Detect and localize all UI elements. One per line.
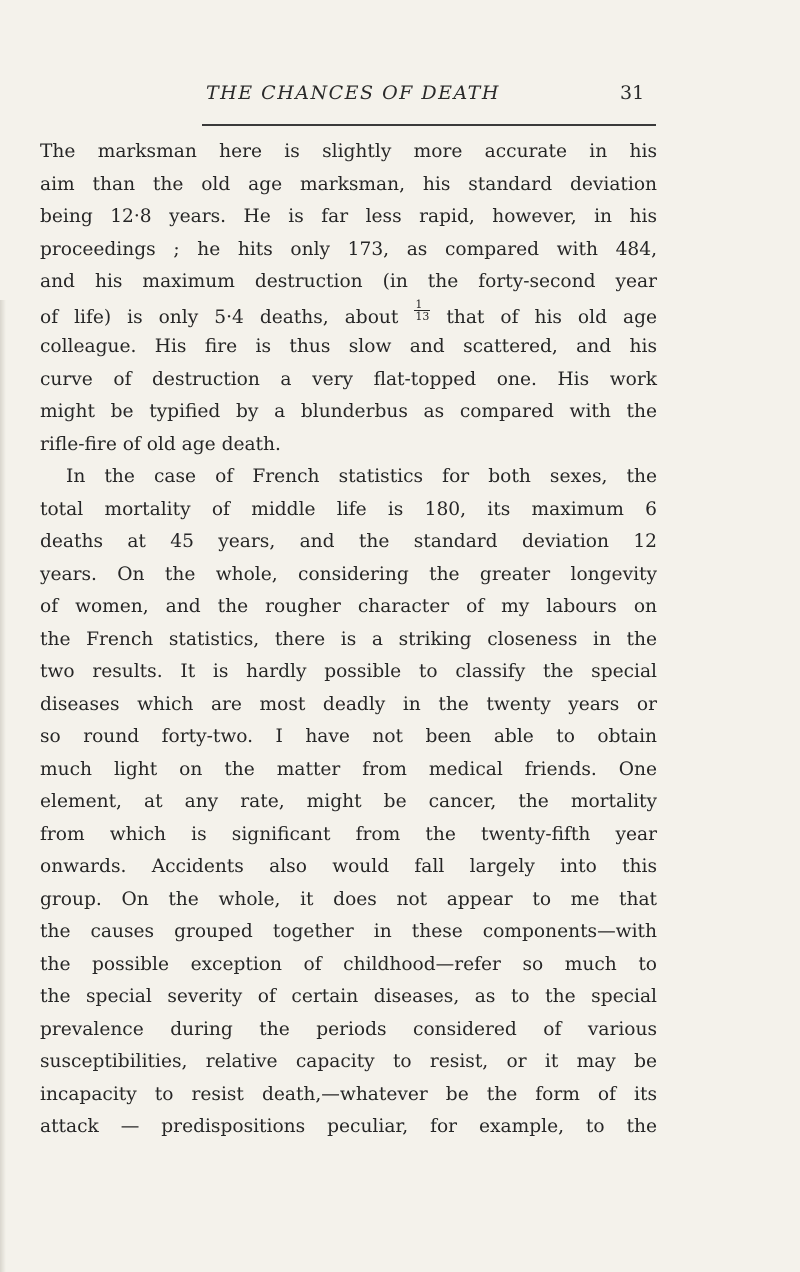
body-text [40,136,657,1144]
text-line: deaths at 45 years, and the standard deviation 12 [40,531,657,552]
text-line: two results. It is hardly possible to classify the special [40,661,657,682]
text-line: proceedings ; he hits only 173, as compared with 484, [40,238,657,260]
page-number: 31 [620,82,645,104]
text-line: attack — predispositions peculiar, for example, to the [40,1116,657,1137]
paragraph-1 [40,136,657,461]
text-line: element, at any rate, might be cancer, the mortality [40,791,657,812]
text-line: so round forty-two. I have not been able to obtain [40,726,657,747]
text-line: much light on the matter from medical friends. One [40,758,657,780]
text-line: onwards. Accidents also would fall largely into this [40,856,657,877]
text-line: susceptibilities, relative capacity to resist, or it may be [40,1051,657,1072]
text-line: the causes grouped together in these components—with [40,921,657,942]
text-line: total mortality of middle life is 180, its maximum 6 [40,498,657,520]
text-line: The marksman here is slightly more accurate in his [40,141,657,162]
text-line: rifle-fire of old age death. [40,433,281,455]
gutter-shadow [0,300,6,1272]
text-line: the special severity of certain diseases, as to the special [40,986,657,1007]
text-line: the possible exception of childhood—refer so much to [40,953,657,975]
text-line: years. On the whole, considering the greater longevity [40,563,657,585]
text-line: diseases which are most deadly in the twenty years or [40,693,657,715]
text-line: aim than the old age marksman, his standard deviation [40,173,657,195]
text-line: prevalence during the periods considered of various [40,1018,657,1040]
paragraph-2 [40,461,657,1144]
running-head [206,82,646,112]
text-segment: that of his old age [446,306,657,328]
fraction [414,299,430,322]
text-line: and his maximum destruction (in the forty-second year [40,271,657,292]
header-rule [202,124,656,126]
text-line: being 12·8 years. He is far less rapid, however, in his [40,206,657,227]
fraction-numerator: 1 [414,299,430,311]
text-segment: of life) is only 5·4 deaths, about [40,306,399,328]
text-line: of women, and the rougher character of my labours on [40,596,657,617]
text-line: In the case of French statistics for both sexes, the [66,466,657,487]
text-line: colleague. His fire is thus slow and scattered, and his [40,336,657,357]
fraction-denominator: 13 [415,309,430,323]
text-line: group. On the whole, it does not appear to me that [40,888,657,910]
text-line: from which is significant from the twenty-fifth year [40,823,657,845]
text-line-with-fraction [40,299,657,332]
text-line: incapacity to resist death,—whatever be the form of its [40,1083,657,1105]
running-title: THE CHANCES OF DEATH [206,82,500,104]
text-line: the French statistics, there is a striking closeness in the [40,628,657,650]
text-line: curve of destruction a very flat-topped one. His work [40,368,657,390]
text-line: might be typified by a blunderbus as compared with the [40,401,657,422]
